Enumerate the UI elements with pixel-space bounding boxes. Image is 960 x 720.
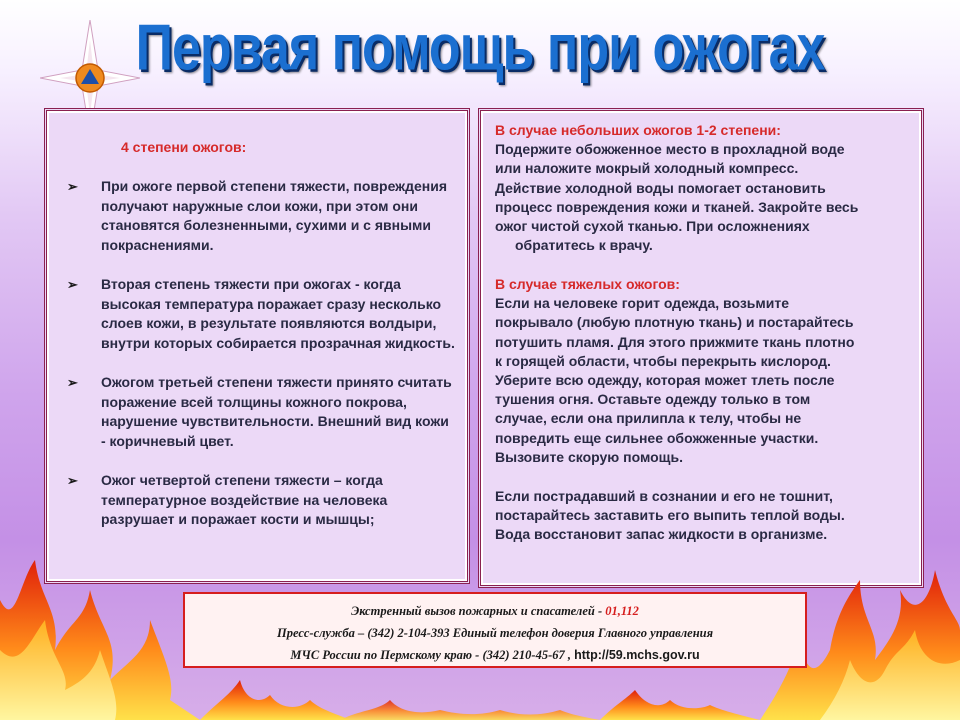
emergency-number: 01,112 bbox=[605, 604, 639, 618]
text-line: покрывало (любую плотную ткань) и постарайтесь bbox=[495, 314, 854, 331]
text-line: процесс повреждения кожи и тканей. Закройте весь bbox=[495, 198, 859, 215]
text-line: Уберите всю одежду, которая может тлеть после bbox=[495, 372, 835, 389]
bullet-arrow-icon: ➢ bbox=[67, 179, 78, 194]
bullet-arrow-icon: ➢ bbox=[67, 375, 78, 390]
text-line: обратитесь к врачу. bbox=[515, 237, 653, 254]
text-line: повредить еще сильнее обожженные участки. bbox=[495, 429, 819, 446]
text-line: Вода восстановит запас жидкости в организме. bbox=[495, 526, 828, 543]
list-item: ➢ При ожоге первой степени тяжести, повреждения получают наружные слои кожи, при этом они становятся болезненными, сухими и с явными покраснениями. bbox=[67, 178, 447, 253]
mchs-website-link[interactable]: http://59.mchs.gov.ru bbox=[574, 648, 700, 662]
burn-degrees-heading: 4 степени ожогов: bbox=[121, 139, 247, 155]
burn-degrees-panel bbox=[44, 108, 470, 584]
conscious-victim-section bbox=[495, 487, 915, 545]
mild-burns-heading: В случае небольших ожогов 1-2 степени: bbox=[495, 122, 781, 138]
mild-burns-section bbox=[495, 121, 915, 255]
emergency-contacts-box bbox=[183, 592, 807, 668]
text-line: Подержите обожженное место в прохладной воде bbox=[495, 141, 845, 158]
first-aid-panel bbox=[478, 108, 924, 588]
bullet-arrow-icon: ➢ bbox=[67, 277, 78, 292]
text-line: ожог чистой сухой тканью. При осложнениях bbox=[495, 218, 810, 235]
text-line: Действие холодной воды помогает остановить bbox=[495, 179, 826, 196]
burn-degrees-list bbox=[67, 177, 457, 550]
severe-burns-section bbox=[495, 275, 915, 467]
text-line: постарайтесь заставить его выпить теплой воды. bbox=[495, 507, 845, 524]
text-line: Если пострадавший в сознании и его не тошнит, bbox=[495, 488, 833, 504]
press-service-line: Пресс-служба – (342) 2-104-393 Единый телефон доверия Главного управления bbox=[276, 626, 714, 640]
text-line: Вызовите скорую помощь. bbox=[495, 448, 683, 465]
text-line: тушения огня. Оставьте одежду только в том bbox=[495, 391, 811, 408]
bullet-arrow-icon: ➢ bbox=[67, 473, 78, 488]
list-item: ➢ Ожогом третьей степени тяжести принято считать поражение всей толщины кожного покрова, нарушение чувствительности. Внешний вид кожи - коричневый цвет. bbox=[67, 374, 452, 449]
text-line: к горящей области, чтобы перекрыть кислород. bbox=[495, 352, 831, 369]
text-line: Если на человеке горит одежда, возьмите bbox=[495, 295, 790, 312]
text-line: случае, если она прилипла к телу, чтобы не bbox=[495, 410, 802, 427]
mchs-perm-line: МЧС России по Пермскому краю - (342) 210-45-67 , http://59.mchs.gov.ru bbox=[290, 648, 700, 662]
page-title: Первая помощь при ожогах bbox=[135, 11, 825, 85]
list-item: ➢ Ожог четвертой степени тяжести – когда температурное воздействие на человека разрушает и поражает кости и мышцы; bbox=[67, 472, 388, 527]
severe-burns-heading: В случае тяжелых ожогов: bbox=[495, 276, 680, 292]
text-line: или наложите мокрый холодный компресс. bbox=[495, 160, 799, 177]
list-item: ➢ Вторая степень тяжести при ожогах - когда высокая температура поражает сразу несколько слоев кожи, в результате появляются волдыри, внутри которых собирается прозрачная жидкость. bbox=[67, 276, 455, 351]
text-line: потушить пламя. Для этого прижмите ткань плотно bbox=[495, 333, 855, 350]
emergency-call-line: Экстренный вызов пожарных и спасателей - 01,112 bbox=[351, 604, 639, 618]
